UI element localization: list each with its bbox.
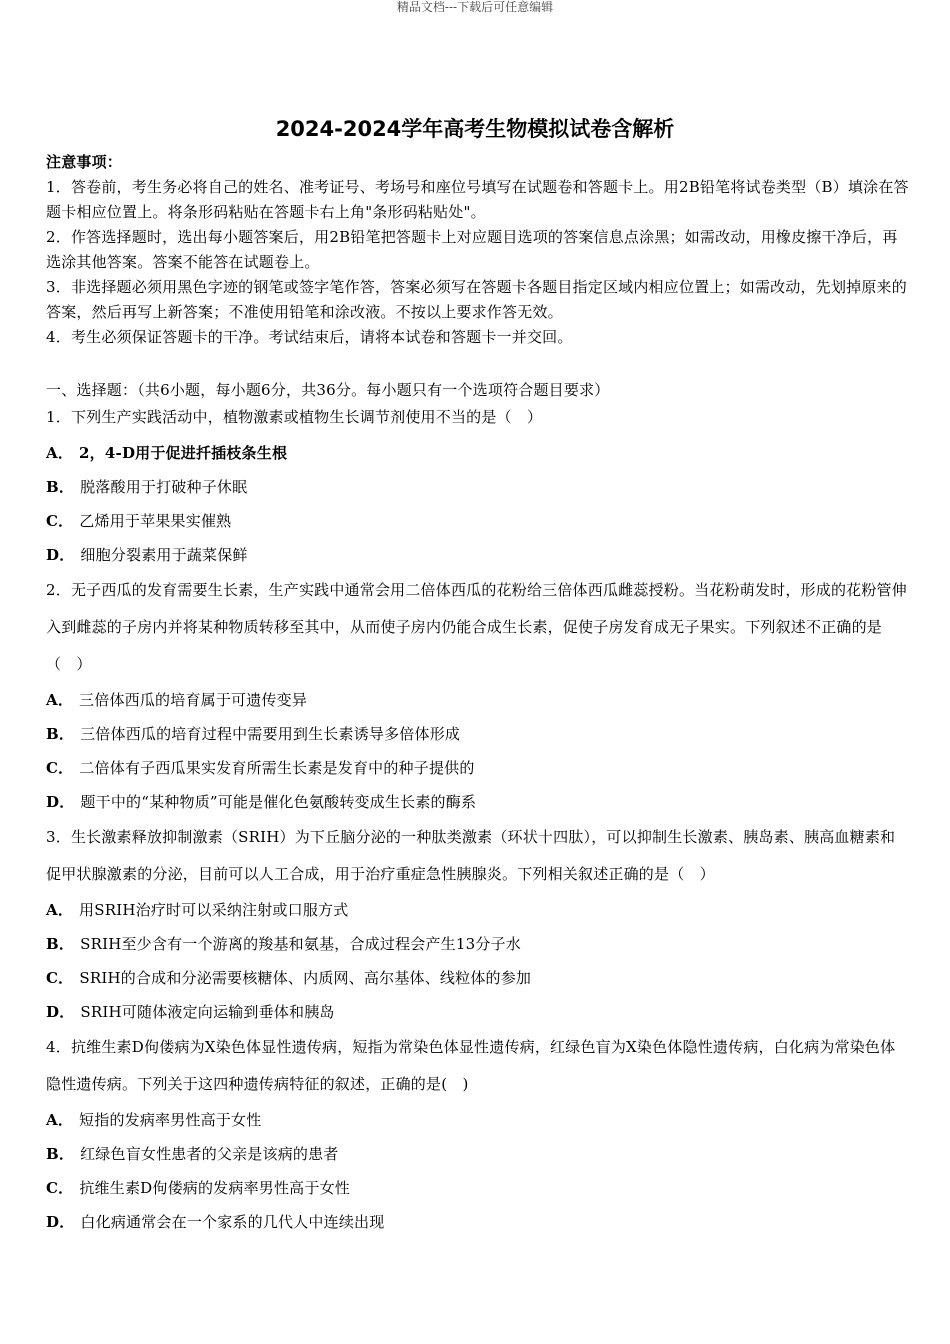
option-text: SRIH可随体液定向运输到垂体和胰岛: [80, 1003, 335, 1021]
notice-item: 4．考生必须保证答题卡的干净。考试结束后，请将本试卷和答题卡一并交回。: [46, 328, 573, 346]
question-4: [46, 1029, 910, 1239]
question-stem: 1．下列生产实践活动中，植物激素或植物生长调节剂使用不当的是（ ）: [46, 408, 543, 426]
answer-option: [46, 717, 910, 751]
option-letter: C．: [46, 969, 74, 987]
option-letter: D．: [46, 1003, 75, 1021]
header-note: 精品文档---下载后可任意编辑: [396, 0, 554, 14]
question-stem: 3．生长激素释放抑制激素（SRIH）为下丘脑分泌的一种肽类激素（环状十四肽），可以抑制生长激素、胰岛素、胰高血糖素和促甲状腺激素的分泌，目前可以人工合成，用于治疗重症急性胰腺炎。下列相关叙述正确的是（ ）: [46, 828, 896, 883]
notice-section: [46, 150, 910, 350]
document-body: [46, 150, 910, 1239]
option-letter: D．: [46, 546, 75, 564]
question-3: [46, 819, 910, 1029]
option-letter: C．: [46, 512, 74, 530]
answer-option: [46, 961, 910, 995]
answer-option: [46, 927, 910, 961]
option-text: 题干中的“某种物质”可能是催化色氨酸转变成生长素的酶系: [80, 793, 477, 811]
notice-item: 2．作答选择题时，选出每小题答案后，用2B铅笔把答题卡上对应题目选项的答案信息点涂黑；如需改动，用橡皮擦干净后，再选涂其他答案。答案不能答在试题卷上。: [46, 228, 898, 271]
option-letter: B．: [46, 725, 75, 743]
answer-option: [46, 538, 910, 572]
option-text: SRIH至少含有一个游离的羧基和氨基，合成过程会产生13分子水: [80, 935, 521, 953]
notice-item: 3．非选择题必须用黑色字迹的钢笔或签字笔作答，答案必须写在答题卡各题目指定区域内相应位置上；如需改动，先划掉原来的答案，然后再写上新答案；不准使用铅笔和涂改液。不按以上要求作答无效。: [46, 278, 907, 321]
option-text: 抗维生素D佝偻病的发病率男性高于女性: [79, 1179, 350, 1197]
option-text: 脱落酸用于打破种子休眠: [80, 478, 248, 496]
option-letter: A．: [46, 691, 74, 709]
answer-option: [46, 1171, 910, 1205]
answer-option: [46, 751, 910, 785]
option-letter: C．: [46, 759, 74, 777]
option-text: SRIH的合成和分泌需要核糖体、内质网、高尔基体、线粒体的参加: [79, 969, 532, 987]
notice-item: 1．答卷前，考生务必将自己的姓名、准考证号、考场号和座位号填写在试题卷和答题卡上。用2B铅笔将试卷类型（B）填涂在答题卡相应位置上。将条形码粘贴在答题卡右上角"条形码粘贴处"。: [46, 178, 909, 221]
option-text: 用SRIH治疗时可以采纳注射或口服方式: [79, 901, 349, 919]
question-1: [46, 404, 910, 572]
answer-option: [46, 893, 910, 927]
option-letter: A．: [46, 901, 74, 919]
answer-option: [46, 1103, 910, 1137]
answer-option: [46, 436, 910, 470]
option-letter: C．: [46, 1179, 74, 1197]
page-title: 2024-2024学年高考生物模拟试卷含解析: [275, 117, 675, 141]
answer-option: [46, 504, 910, 538]
option-letter: D．: [46, 793, 75, 811]
answer-option: [46, 683, 910, 717]
answer-option: [46, 1205, 910, 1239]
option-text: 白化病通常会在一个家系的几代人中连续出现: [80, 1213, 385, 1231]
option-letter: A．: [46, 444, 74, 462]
question-2: [46, 572, 910, 819]
option-letter: B．: [46, 935, 75, 953]
answer-option: [46, 785, 910, 819]
option-text: 二倍体有子西瓜果实发育所需生长素是发育中的种子提供的: [79, 759, 475, 777]
question-stem: 2．无子西瓜的发育需要生长素，生产实践中通常会用二倍体西瓜的花粉给三倍体西瓜雌蕊授粉。当花粉萌发时，形成的花粉管伸入到雌蕊的子房内并将某种物质转移至其中，从而使子房内仍能合成生长素，促使子房发育成无子果实。下列叙述不正确的是（ ）: [46, 581, 907, 673]
option-text: 红绿色盲女性患者的父亲是该病的患者: [80, 1145, 339, 1163]
option-text: 2，4-D用于促进扦插枝条生根: [79, 444, 288, 462]
option-letter: B．: [46, 1145, 75, 1163]
question-stem: 4．抗维生素D佝偻病为X染色体显性遗传病，短指为常染色体显性遗传病，红绿色盲为X染色体隐性遗传病，白化病为常染色体隐性遗传病。下列关于这四种遗传病特征的叙述，正确的是( ): [46, 1038, 896, 1093]
notice-heading: 注意事项：: [46, 153, 123, 171]
answer-option: [46, 470, 910, 504]
option-text: 乙烯用于苹果果实催熟: [79, 512, 232, 530]
section-heading: 一、选择题：（共6小题，每小题6分，共36分。每小题只有一个选项符合题目要求）: [46, 381, 610, 399]
option-text: 短指的发病率男性高于女性: [79, 1111, 262, 1129]
answer-option: [46, 1137, 910, 1171]
option-text: 三倍体西瓜的培育过程中需要用到生长素诱导多倍体形成: [80, 725, 461, 743]
option-text: 细胞分裂素用于蔬菜保鲜: [80, 546, 248, 564]
option-letter: B．: [46, 478, 75, 496]
option-letter: A．: [46, 1111, 74, 1129]
option-letter: D．: [46, 1213, 75, 1231]
answer-option: [46, 995, 910, 1029]
option-text: 三倍体西瓜的培育属于可遗传变异: [79, 691, 308, 709]
